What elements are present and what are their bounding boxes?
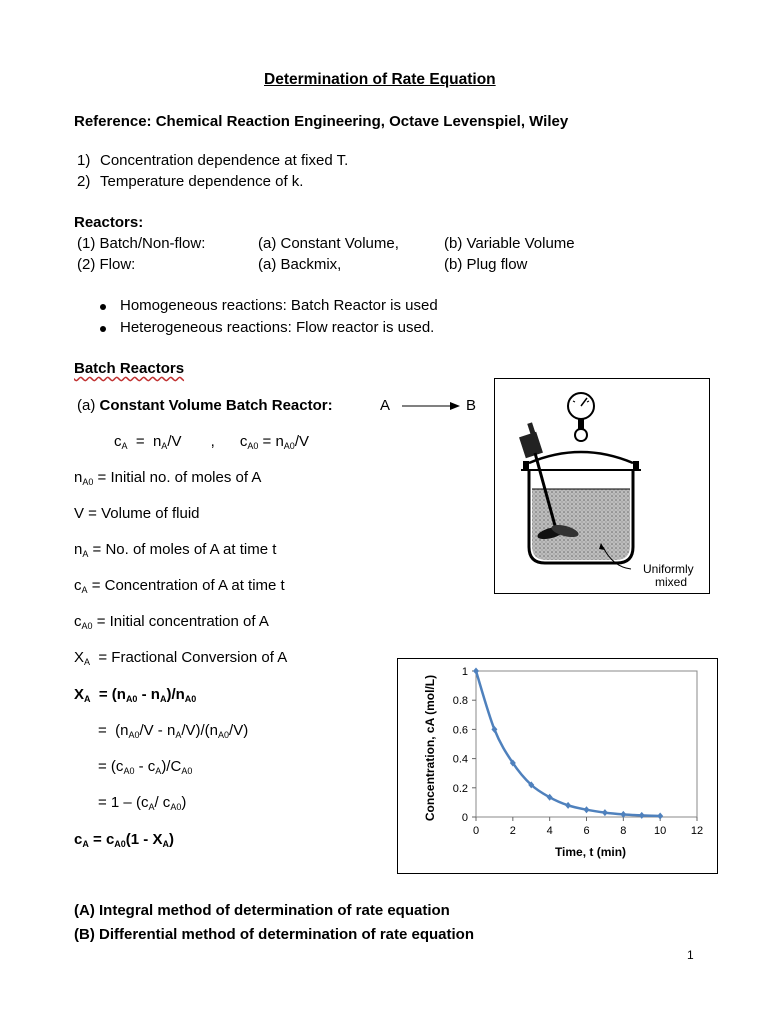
- x-tick-label: 8: [620, 825, 627, 837]
- sub-heading-text: Constant Volume Batch Reactor:: [99, 397, 333, 414]
- formula-concentration: $c_A = n_A/V$ , $c_{A0} = n_{A0}/V$: [114, 433, 309, 451]
- reaction-to: B: [466, 397, 477, 414]
- data-point: [565, 802, 571, 809]
- def-na0-text: = Initial no. of moles of A: [97, 469, 262, 486]
- def-na0: $n_{A0}$ = Initial no. of moles of A: [74, 469, 262, 487]
- data-point: [657, 812, 663, 819]
- def-xa: $X_A$ = Fractional Conversion of A: [74, 649, 288, 667]
- def-ca0: $c_{A0}$ = Initial concentration of A: [74, 613, 269, 631]
- x-tick-label: 2: [509, 825, 516, 837]
- page-title: Determination of Rate Equation: [264, 71, 496, 88]
- reactors-row2-b: (b) Plug flow: [444, 256, 528, 273]
- method-a: (A) Integral method of determination of rate equation: [74, 902, 450, 919]
- list-item-1: Concentration dependence at fixed T.: [100, 152, 349, 169]
- bullet-icon: [100, 326, 106, 332]
- y-tick-label: 1: [461, 666, 468, 678]
- x-tick-label: 12: [690, 825, 704, 837]
- x-axis-label: Time, t (min): [554, 845, 627, 859]
- def-ca-text: = Concentration of A at time t: [91, 577, 285, 594]
- x-tick-label: 4: [546, 825, 553, 837]
- formula-xa-step3: = $1 - (c_A/$ $c_{A0}$): [98, 794, 187, 812]
- def-v: V = Volume of fluid: [74, 505, 200, 522]
- sub-heading-prefix: (a): [77, 397, 96, 414]
- bullet-icon: [100, 304, 106, 310]
- y-tick-label: 0.8: [452, 695, 468, 708]
- def-ca: $c_A$ = Concentration of A at time t: [74, 577, 285, 595]
- diagram-label-line2: mixed: [655, 575, 688, 589]
- chart-frame: [397, 658, 718, 874]
- reactor-diagram: [494, 378, 710, 594]
- reactors-row1-a: (a) Constant Volume,: [258, 235, 399, 252]
- concentration-chart: [398, 659, 717, 873]
- reference-line: Reference: Chemical Reaction Engineering, Octave Levenspiel, Wiley: [74, 113, 569, 130]
- diagram-label-line1: Uniformly: [643, 562, 694, 576]
- formula-xa-bold: $X_A = (n_{A0} - n_A)/n_{A0}$: [74, 686, 197, 704]
- def-ca0-text: = Initial concentration of A: [96, 613, 269, 630]
- data-point: [584, 806, 590, 813]
- formula-ca-bold: $c_A = c_{A0}(1 - X_A)$: [74, 831, 174, 849]
- list-number-1: 1): [77, 152, 91, 169]
- data-point: [602, 809, 608, 816]
- x-tick-label: 0: [472, 825, 480, 837]
- x-tick-label: 6: [583, 825, 590, 837]
- list-number-2: 2): [77, 173, 91, 190]
- page-number: 1: [687, 948, 694, 962]
- batch-reactors-heading: Batch Reactors: [74, 360, 185, 377]
- formula-xa-step1: = $(n_{A0}/V - n_A/V)/(n_{A0}/V)$: [98, 722, 249, 740]
- y-tick-label: 0.2: [452, 782, 468, 795]
- list-item-2: Temperature dependence of k.: [100, 173, 304, 190]
- x-tick-label: 10: [654, 825, 667, 837]
- y-tick-label: 0.6: [452, 724, 468, 737]
- data-point: [639, 812, 645, 819]
- def-xa-text: = Fractional Conversion of A: [98, 649, 288, 666]
- y-tick-label: 0: [461, 812, 468, 824]
- reactors-row2-label: (2) Flow:: [77, 256, 136, 273]
- sub-heading: [77, 397, 333, 415]
- data-point: [473, 668, 479, 675]
- def-na-text: = No. of moles of A at time t: [92, 541, 277, 558]
- reaction-arrow-icon: [402, 399, 460, 413]
- bullet-item-2: Heterogeneous reactions: Flow reactor is used.: [120, 319, 435, 336]
- reaction-from: A: [380, 397, 391, 414]
- plot-area: [476, 671, 697, 817]
- reactors-row1-b: (b) Variable Volume: [444, 235, 575, 252]
- method-b: (B) Differential method of determination of rate equation: [74, 926, 475, 943]
- reactors-row2-a: (a) Backmix,: [258, 256, 342, 273]
- batch-reactor-illustration: [495, 379, 709, 593]
- formula-xa-step2: = $(c_{A0} - c_A)/C_{A0}$: [98, 758, 193, 776]
- reactors-heading: Reactors:: [74, 214, 144, 231]
- y-axis-label: Concentration, cA (mol/L): [423, 674, 437, 822]
- y-tick-label: 0.4: [452, 753, 468, 766]
- def-na: $n_A = No$. of moles of A at time t: [74, 541, 277, 559]
- bullet-item-1: Homogeneous reactions: Batch Reactor is used: [120, 297, 438, 314]
- series-line: [476, 671, 660, 816]
- reactors-row1-label: (1) Batch/Non-flow:: [77, 235, 206, 252]
